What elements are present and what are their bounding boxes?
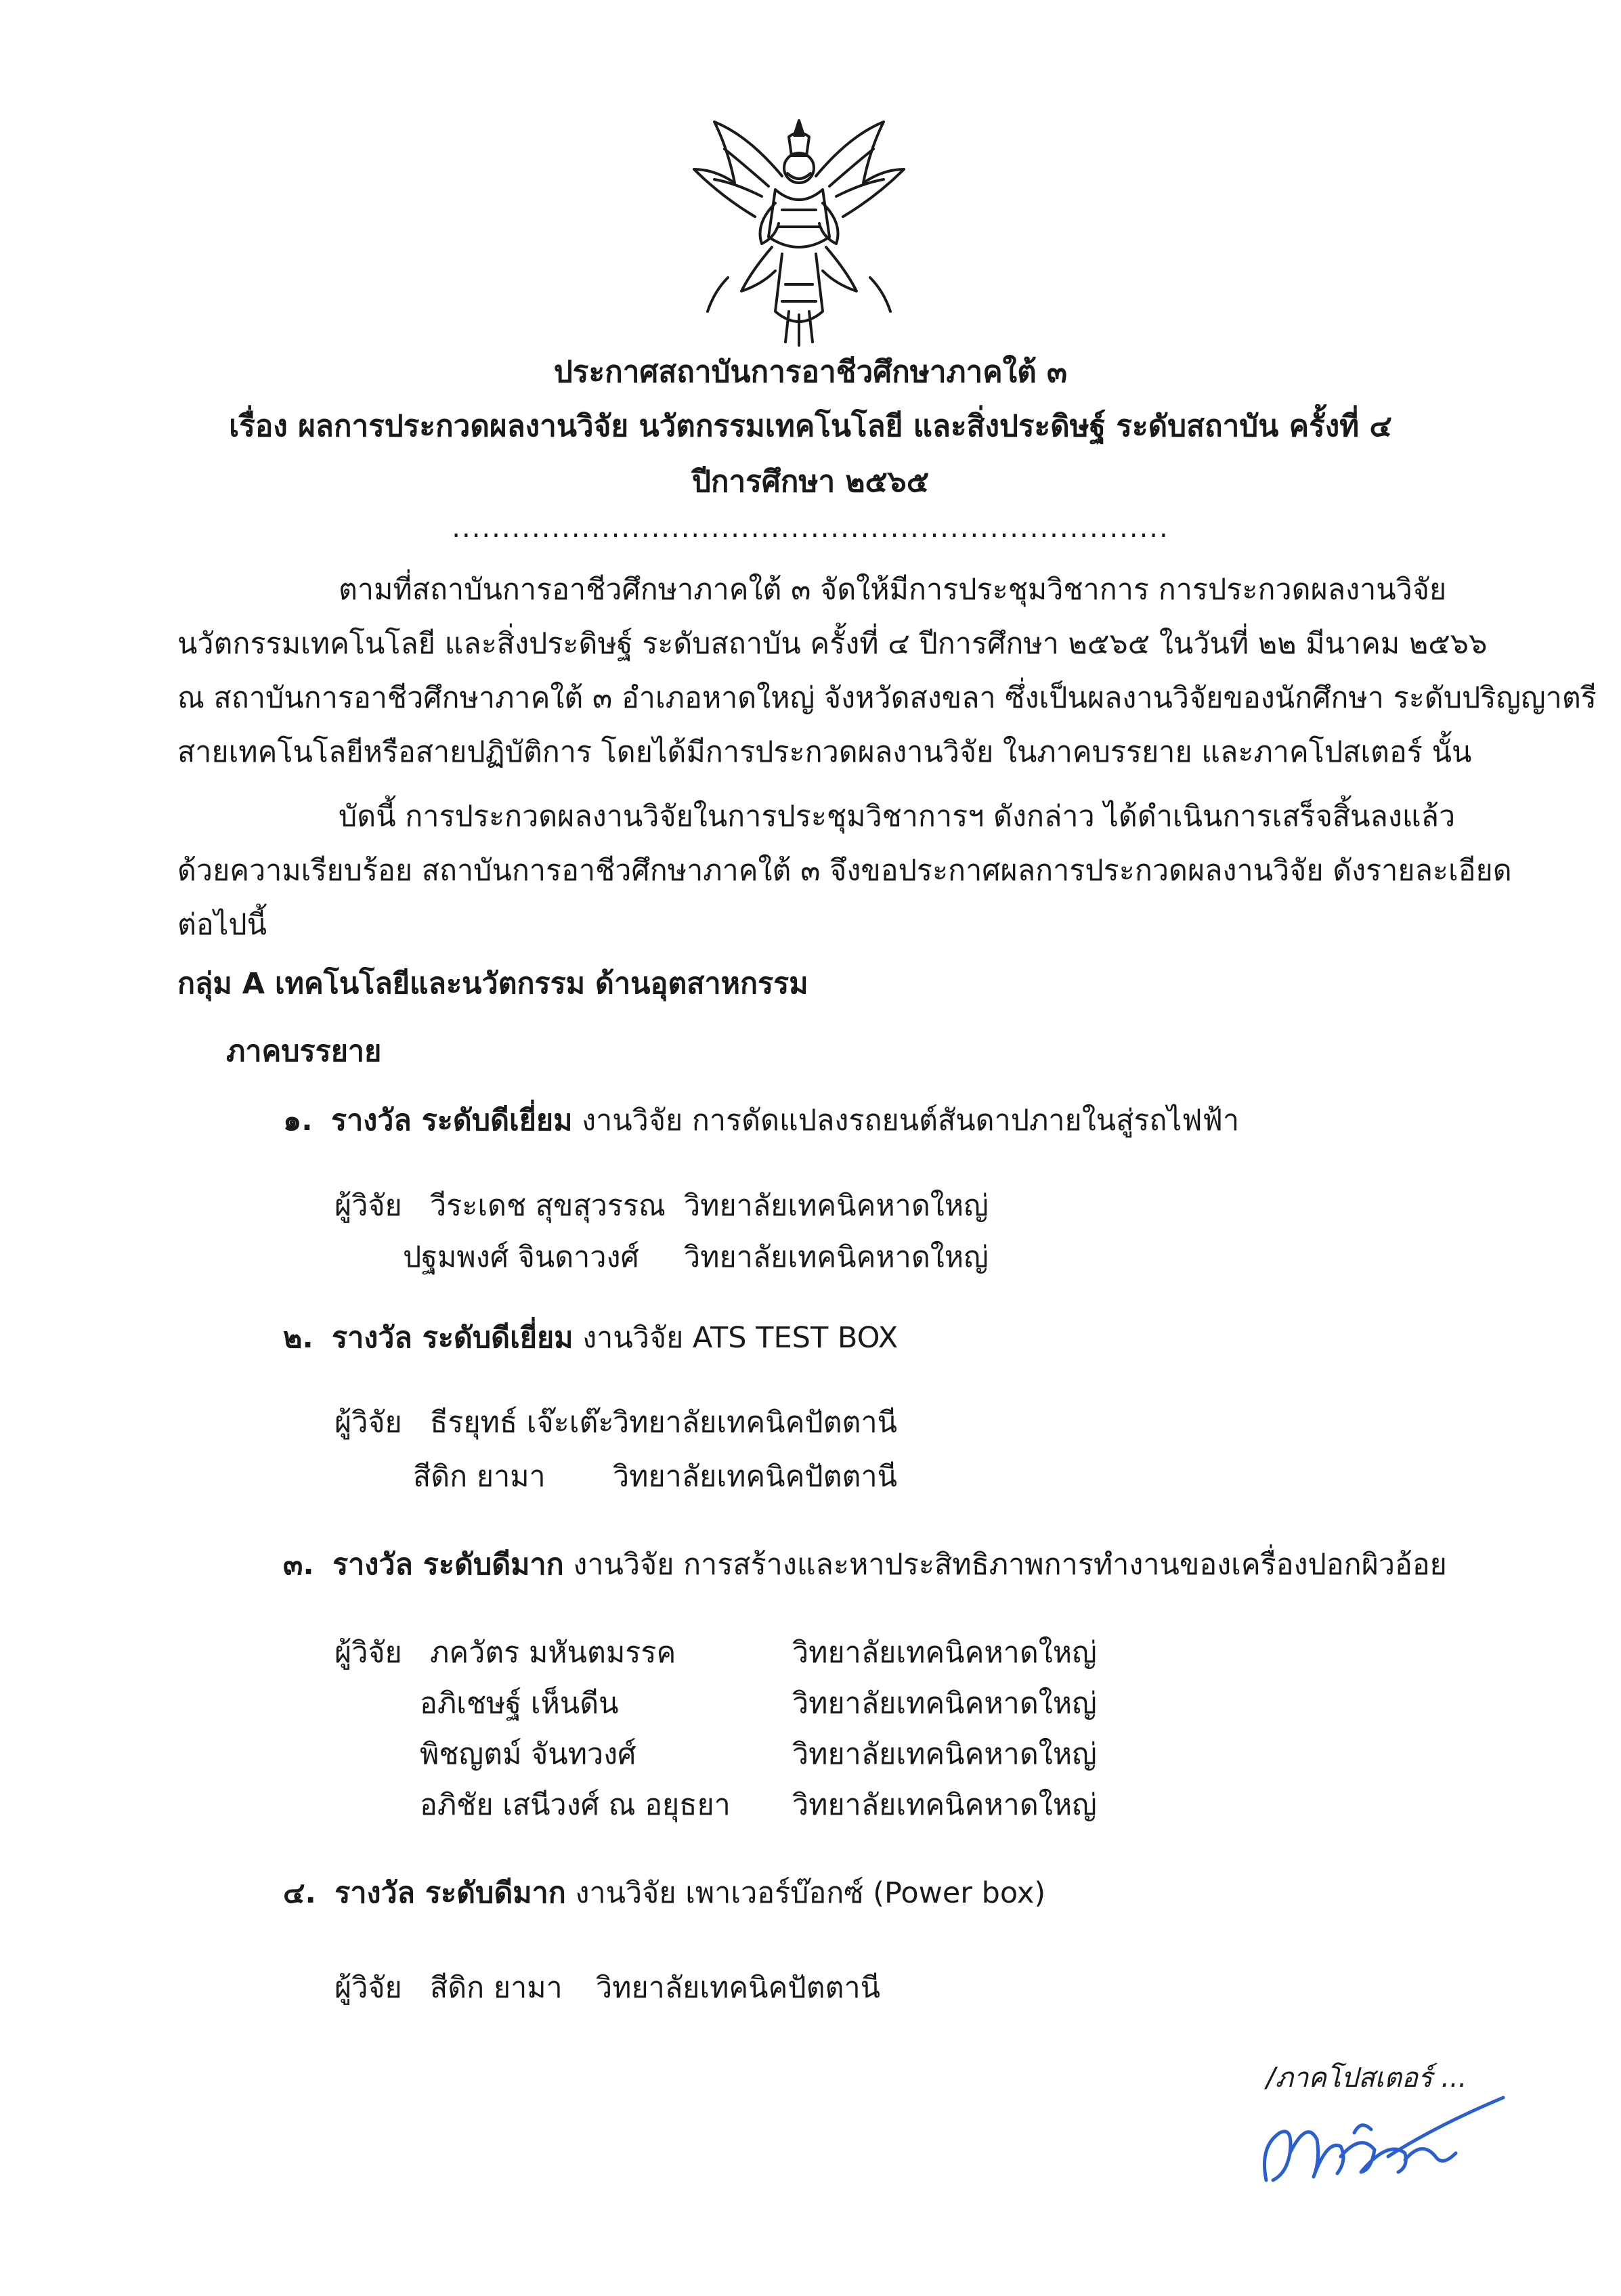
signature-strokes	[1265, 2098, 1504, 2180]
researcher-name: อภิเชษฐ์ เห็นดีน	[420, 1687, 619, 1720]
academic-year: ปีการศึกษา ๒๕๖๕	[691, 464, 930, 499]
researcher-college: วิทยาลัยเทคนิคหาดใหญ่	[792, 1636, 1097, 1670]
award-item	[283, 1548, 1447, 1582]
award-number: ๔.	[283, 1876, 316, 1910]
paragraph-1-line: นวัตกรรมเทคโนโลยี และสิ่งประดิษฐ์ ระดับสถาบัน ครั้งที่ ๔ ปีการศึกษา ๒๕๖๕ ในวันที่ ๒๒ มีนาคม ๒๕๖๖	[177, 627, 1488, 661]
researcher-name: ธีรยุทธ์ เจ๊ะเต๊ะ	[430, 1406, 614, 1439]
dotted-divider: ........................................................................	[452, 513, 1169, 544]
researcher-label: ผู้วิจัย	[334, 1971, 402, 2005]
researcher-college: วิทยาลัยเทคนิคหาดใหญ่	[684, 1240, 989, 1274]
award-item	[283, 1104, 1240, 1138]
researcher-college: วิทยาลัยเทคนิคหาดใหญ่	[684, 1189, 989, 1223]
award-work: งานวิจัย ATS TEST BOX	[582, 1321, 899, 1355]
award-work: งานวิจัย เพาเวอร์บ๊อกซ์ (Power box)	[575, 1876, 1046, 1910]
researcher-name: ปฐมพงศ์ จินดาวงศ์	[403, 1240, 639, 1274]
award-level: รางวัล ระดับดีมาก	[334, 1876, 566, 1910]
award-item	[283, 1321, 899, 1355]
researcher-college: วิทยาลัยเทคนิคปัตตานี	[613, 1406, 898, 1439]
researcher-name: สีดิก ยามา	[430, 1971, 563, 2005]
award-number: ๑.	[283, 1104, 313, 1138]
group-title: กลุ่ม A เทคโนโลยีและนวัตกรรม ด้านอุตสาหกรรม	[177, 967, 808, 1001]
researcher-college: วิทยาลัยเทคนิคหาดใหญ่	[792, 1687, 1097, 1720]
award-number: ๓.	[283, 1548, 314, 1582]
researcher-college: วิทยาลัยเทคนิคปัตตานี	[613, 1460, 898, 1494]
paragraph-1-line: สายเทคโนโลยีหรือสายปฏิบัติการ โดยได้มีการประกวดผลงานวิจัย ในภาคบรรยาย และภาคโปสเตอร์ นั้น	[177, 735, 1472, 769]
announcement-subject: เรื่อง ผลการประกวดผลงานวิจัย นวัตกรรมเทคโนโลยี และสิ่งประดิษฐ์ ระดับสถาบัน ครั้งที่ ๔	[229, 409, 1392, 443]
continued-next-page: /ภาคโปสเตอร์ ...	[1266, 2062, 1467, 2094]
award-work: งานวิจัย การสร้างและหาประสิทธิภาพการทำงานของเครื่องปอกผิวอ้อย	[573, 1548, 1447, 1582]
researcher-label: ผู้วิจัย	[334, 1636, 402, 1670]
award-level: รางวัล ระดับดีเยี่ยม	[332, 1321, 574, 1355]
researcher-name: วีระเดช สุขสุวรรณ	[430, 1189, 666, 1223]
paragraph-2-line: ต่อไปนี้	[177, 908, 267, 942]
signature-icon	[1253, 2092, 1510, 2194]
award-number: ๒.	[283, 1321, 314, 1355]
paragraph-2-line: บัดนี้ การประกวดผลงานวิจัยในการประชุมวิชาการฯ ดังกล่าว ได้ดำเนินการเสร็จสิ้นลงแล้ว	[339, 800, 1456, 833]
paragraph-1-line: ตามที่สถาบันการอาชีวศึกษาภาคใต้ ๓ จัดให้มีการประชุมวิชาการ การประกวดผลงานวิจัย	[339, 573, 1447, 607]
paragraph-1-line: ณ สถาบันการอาชีวศึกษาภาคใต้ ๓ อำเภอหาดใหญ่ จังหวัดสงขลา ซึ่งเป็นผลงานวิจัยของนักศึกษา ระดับปริญญาตรี	[177, 681, 1597, 715]
researcher-college: วิทยาลัยเทคนิคหาดใหญ่	[792, 1788, 1097, 1822]
researcher-college: วิทยาลัยเทคนิคหาดใหญ่	[792, 1737, 1097, 1771]
award-level: รางวัล ระดับดีเยี่ยม	[330, 1104, 573, 1138]
researcher-label: ผู้วิจัย	[334, 1189, 402, 1223]
award-item	[283, 1876, 1046, 1910]
researcher-label: ผู้วิจัย	[334, 1406, 402, 1439]
award-work: งานวิจัย การดัดแปลงรถยนต์สันดาปภายในสู่รถไฟฟ้า	[582, 1104, 1240, 1138]
announcement-title: ประกาศสถาบันการอาชีวศึกษาภาคใต้ ๓	[553, 355, 1068, 389]
researcher-name: ภควัตร มหันตมรรค	[430, 1636, 676, 1670]
garuda-emblem-icon	[687, 108, 911, 352]
researcher-college: วิทยาลัยเทคนิคปัตตานี	[596, 1971, 881, 2005]
award-level: รางวัล ระดับดีมาก	[332, 1548, 564, 1582]
paragraph-2-line: ด้วยความเรียบร้อย สถาบันการอาชีวศึกษาภาคใต้ ๓ จึงขอประกาศผลการประกวดผลงานวิจัย ดังรายละเอียด	[177, 854, 1512, 888]
section-title: ภาคบรรยาย	[226, 1035, 382, 1068]
researcher-name: สีดิก ยามา	[413, 1460, 546, 1494]
researcher-name: อภิชัย เสนีวงศ์ ณ อยุธยา	[420, 1788, 731, 1822]
researcher-name: พิชญตม์ จันทวงศ์	[420, 1737, 636, 1771]
